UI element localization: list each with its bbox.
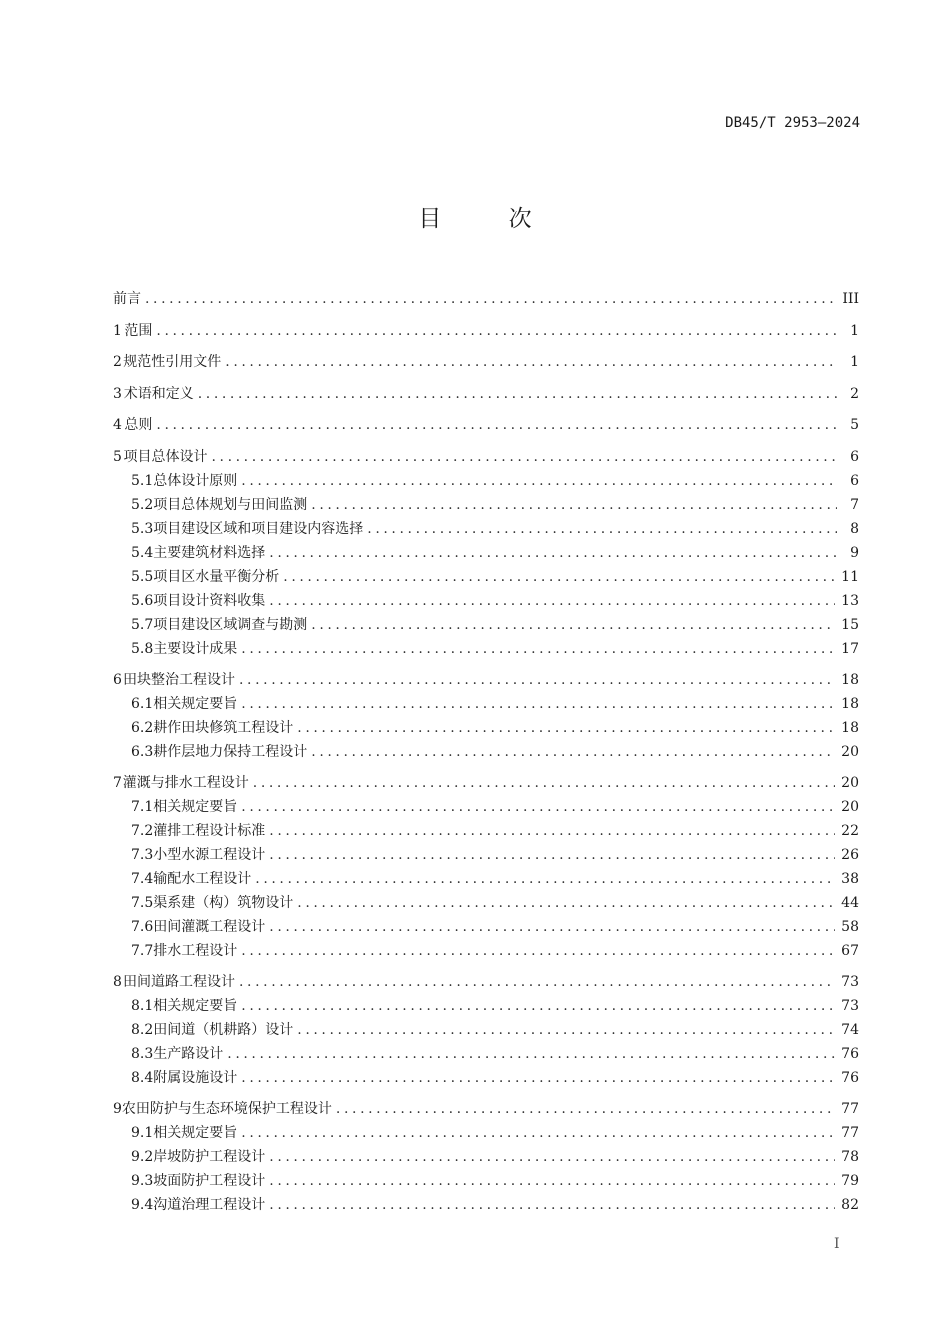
toc-entry-number: 7.4	[131, 870, 154, 887]
toc-entry-page: 58	[841, 918, 859, 935]
dot-leader	[269, 1193, 835, 1217]
toc-entry-number: 8.4	[131, 1069, 154, 1086]
page-number: I	[834, 1236, 840, 1252]
toc-entry-page: 73	[841, 997, 859, 1014]
toc-entry-number: 8.3	[131, 1045, 154, 1062]
toc-entry-number: 6.1	[131, 695, 154, 712]
toc-entry-page: 77	[841, 1124, 859, 1141]
toc-entry-label: 相关规定要旨	[153, 1124, 238, 1141]
toc-entry-label: 项目设计资料收集	[153, 592, 266, 609]
dot-leader	[156, 413, 837, 437]
toc-subentry[interactable]	[113, 589, 859, 613]
toc-entry-number: 7.3	[131, 846, 154, 863]
toc-subentry[interactable]	[113, 469, 859, 493]
toc-entry-page: 77	[841, 1100, 859, 1117]
toc-entry-number: 3	[113, 385, 122, 402]
toc-entry-label: 总体设计原则	[153, 472, 238, 489]
toc-entry-page: 13	[841, 592, 859, 609]
toc-subentry[interactable]	[113, 1193, 859, 1217]
dot-leader	[241, 692, 835, 716]
toc-subentry[interactable]	[113, 637, 859, 661]
toc-entry-label: 田间灌溉工程设计	[153, 918, 266, 935]
dot-leader	[211, 445, 837, 469]
toc-entry-page: 38	[841, 870, 859, 887]
dot-leader	[311, 493, 837, 517]
toc-entry[interactable]	[113, 445, 859, 469]
toc-entry-page: 18	[841, 719, 859, 736]
toc-entry-page: 2	[850, 385, 859, 402]
toc-entry-label: 输配水工程设计	[153, 870, 252, 887]
toc-entry[interactable]	[113, 382, 859, 414]
toc-subentry[interactable]	[113, 613, 859, 637]
dot-leader	[297, 716, 835, 740]
toc-subentry[interactable]	[113, 891, 859, 915]
toc-entry-page: 76	[841, 1045, 859, 1062]
toc-entry-page: 73	[841, 973, 859, 990]
toc-subentry[interactable]	[113, 692, 859, 716]
toc-entry-page: 17	[841, 640, 859, 657]
dot-leader	[227, 1042, 835, 1066]
toc-entry-page: 20	[841, 774, 859, 791]
toc-entry-foreword[interactable]	[113, 287, 859, 319]
dot-leader	[297, 891, 835, 915]
toc-entry-page: 74	[841, 1021, 859, 1038]
toc-entry-number: 5.2	[131, 496, 154, 513]
dot-leader	[269, 915, 835, 939]
dot-leader	[283, 565, 835, 589]
toc-entry-number: 7.2	[131, 822, 154, 839]
dot-leader	[241, 795, 835, 819]
toc-subentry[interactable]	[113, 915, 859, 939]
toc-entry-page: 7	[850, 496, 859, 513]
dot-leader	[269, 819, 835, 843]
toc-entry-page: 15	[841, 616, 859, 633]
toc-subentry[interactable]	[113, 795, 859, 819]
toc-entry-page: 82	[841, 1196, 859, 1213]
toc-entry[interactable]	[113, 1097, 859, 1121]
toc-subentry[interactable]	[113, 493, 859, 517]
toc-subentry[interactable]	[113, 541, 859, 565]
toc-entry-label: 范围	[124, 322, 153, 339]
toc-entry-label: 相关规定要旨	[153, 695, 238, 712]
dot-leader	[241, 1121, 835, 1145]
toc-subentry[interactable]	[113, 565, 859, 589]
toc-entry-number: 5.5	[131, 568, 154, 585]
toc-entry-page: 20	[841, 798, 859, 815]
toc-entry-page: 26	[841, 846, 859, 863]
toc-subentry[interactable]	[113, 1018, 859, 1042]
toc-entry-number: 7	[113, 774, 122, 791]
toc-entry-page: 20	[841, 743, 859, 760]
toc-subentry[interactable]	[113, 939, 859, 963]
document-code: DB45/T 2953—2024	[725, 115, 860, 131]
toc-entry-number: 6.2	[131, 719, 154, 736]
toc-entry[interactable]	[113, 771, 859, 795]
toc-entry-number: 7.6	[131, 918, 154, 935]
dot-leader	[253, 771, 835, 795]
toc-entry-number: 7.5	[131, 894, 154, 911]
toc-entry-page: 67	[841, 942, 859, 959]
toc-entry-label: 相关规定要旨	[153, 798, 238, 815]
dot-leader	[156, 319, 837, 343]
toc-subentry[interactable]	[113, 1121, 859, 1145]
toc-entry-number: 5.8	[131, 640, 154, 657]
toc-entry-number: 7.1	[131, 798, 154, 815]
toc-entry-label: 田间道（机耕路）设计	[153, 1021, 294, 1038]
dot-leader	[269, 1169, 835, 1193]
toc-entry-label: 田块整治工程设计	[123, 671, 235, 688]
table-of-contents	[113, 287, 859, 1217]
toc-entry-label: 田间道路工程设计	[123, 973, 235, 990]
dot-leader	[239, 668, 835, 692]
toc-entry-label: 附属设施设计	[153, 1069, 238, 1086]
toc-entry-number: 2	[113, 354, 122, 370]
toc-subentry[interactable]	[113, 517, 859, 541]
toc-entry-page: 5	[850, 417, 859, 433]
toc-entry-number: 7.7	[131, 942, 154, 959]
dot-leader	[269, 843, 835, 867]
toc-entry-label: 项目区水量平衡分析	[153, 568, 280, 585]
toc-entry-number: 9.4	[131, 1196, 154, 1213]
toc-entry-label: 排水工程设计	[153, 942, 238, 959]
toc-entry[interactable]	[113, 319, 859, 351]
toc-entry-number: 9.3	[131, 1172, 154, 1189]
toc-entry-number: 9.1	[131, 1124, 154, 1141]
toc-entry-page: 1	[850, 354, 859, 370]
toc-subentry[interactable]	[113, 1145, 859, 1169]
toc-entry-label: 小型水源工程设计	[153, 846, 266, 863]
toc-entry[interactable]	[113, 413, 859, 445]
toc-entry-page: 22	[841, 822, 859, 839]
toc-entry-page: 79	[841, 1172, 859, 1189]
toc-entry-label: 相关规定要旨	[153, 997, 238, 1014]
toc-entry-label: 主要建筑材料选择	[153, 544, 266, 561]
toc-subentry[interactable]	[113, 994, 859, 1018]
toc-subentry[interactable]	[113, 1169, 859, 1193]
toc-subentry[interactable]	[113, 1042, 859, 1066]
toc-entry-page: 1	[850, 322, 859, 339]
toc-entry-label: 项目建设区域和项目建设内容选择	[153, 520, 364, 537]
dot-leader	[269, 589, 835, 613]
page-title	[0, 200, 950, 233]
toc-entry-page: 78	[841, 1148, 859, 1165]
toc-entry-page: 9	[850, 544, 859, 561]
toc-entry-number: 5.6	[131, 592, 154, 609]
toc-entry-label: 主要设计成果	[153, 640, 238, 657]
toc-entry-label: 生产路设计	[153, 1045, 224, 1062]
toc-entry-page: III	[842, 291, 859, 307]
toc-entry-page: 6	[850, 472, 859, 489]
dot-leader	[241, 637, 835, 661]
toc-entry-label: 沟道治理工程设计	[153, 1196, 266, 1213]
toc-entry-label: 渠系建（构）筑物设计	[153, 894, 294, 911]
title-char-2: 次	[508, 206, 532, 232]
dot-leader	[241, 1066, 835, 1090]
dot-leader	[198, 382, 837, 406]
toc-entry-page: 18	[841, 671, 859, 688]
toc-entry-number: 9	[113, 1100, 122, 1117]
toc-entry[interactable]	[113, 350, 859, 382]
dot-leader	[297, 1018, 835, 1042]
toc-entry[interactable]	[113, 668, 859, 692]
toc-entry-number: 8.1	[131, 997, 154, 1014]
dot-leader	[225, 350, 837, 374]
toc-entry-number: 5.4	[131, 544, 154, 561]
toc-entry-number: 5.1	[131, 472, 154, 489]
toc-entry-number: 6.3	[131, 743, 154, 760]
toc-entry-label: 项目建设区域调查与勘测	[153, 616, 308, 633]
dot-leader	[241, 994, 835, 1018]
toc-entry-page: 18	[841, 695, 859, 712]
dot-leader	[241, 469, 837, 493]
toc-entry-page: 76	[841, 1069, 859, 1086]
toc-entry-page: 44	[841, 894, 859, 911]
toc-entry-label: 项目总体设计	[123, 448, 208, 465]
toc-entry-number: 1	[113, 322, 122, 339]
toc-entry-label: 项目总体规划与田间监测	[153, 496, 308, 513]
dot-leader	[311, 613, 835, 637]
dot-leader	[145, 287, 836, 311]
toc-entry-label: 耕作层地力保持工程设计	[153, 743, 308, 760]
toc-subentry[interactable]	[113, 716, 859, 740]
toc-entry-number: 5.7	[131, 616, 154, 633]
toc-entry-label: 坡面防护工程设计	[153, 1172, 266, 1189]
toc-subentry[interactable]	[113, 819, 859, 843]
toc-entry[interactable]	[113, 970, 859, 994]
dot-leader	[311, 740, 835, 764]
dot-leader	[255, 867, 835, 891]
toc-entry-number: 8.2	[131, 1021, 154, 1038]
toc-entry-number: 5	[113, 448, 122, 465]
dot-leader	[269, 541, 837, 565]
toc-entry-page: 8	[850, 520, 859, 537]
toc-entry-number: 9.2	[131, 1148, 154, 1165]
dot-leader	[239, 970, 835, 994]
dot-leader	[269, 1145, 835, 1169]
toc-entry-page: 11	[841, 568, 859, 585]
toc-subentry[interactable]	[113, 1066, 859, 1090]
toc-entry-label: 农田防护与生态环境保护工程设计	[121, 1100, 332, 1117]
toc-entry-label: 岸坡防护工程设计	[153, 1148, 266, 1165]
toc-entry-number: 6	[113, 671, 122, 688]
toc-subentry[interactable]	[113, 867, 859, 891]
dot-leader	[241, 939, 835, 963]
toc-subentry[interactable]	[113, 740, 859, 764]
toc-entry-number: 5.3	[131, 520, 154, 537]
title-char-1: 目	[418, 206, 442, 232]
toc-entry-label: 耕作田块修筑工程设计	[153, 719, 294, 736]
toc-subentry[interactable]	[113, 843, 859, 867]
dot-leader	[367, 517, 837, 541]
toc-entry-label: 灌溉与排水工程设计	[122, 774, 249, 791]
toc-entry-label: 总则	[124, 417, 153, 433]
toc-entry-label: 术语和定义	[123, 385, 194, 402]
toc-entry-label: 规范性引用文件	[123, 354, 222, 370]
toc-entry-number: 8	[113, 973, 122, 990]
toc-entry-label: 灌排工程设计标准	[153, 822, 266, 839]
toc-entry-page: 6	[850, 448, 859, 465]
toc-entry-number: 4	[113, 417, 122, 433]
dot-leader	[336, 1097, 835, 1121]
toc-entry-label: 前言	[113, 291, 141, 307]
